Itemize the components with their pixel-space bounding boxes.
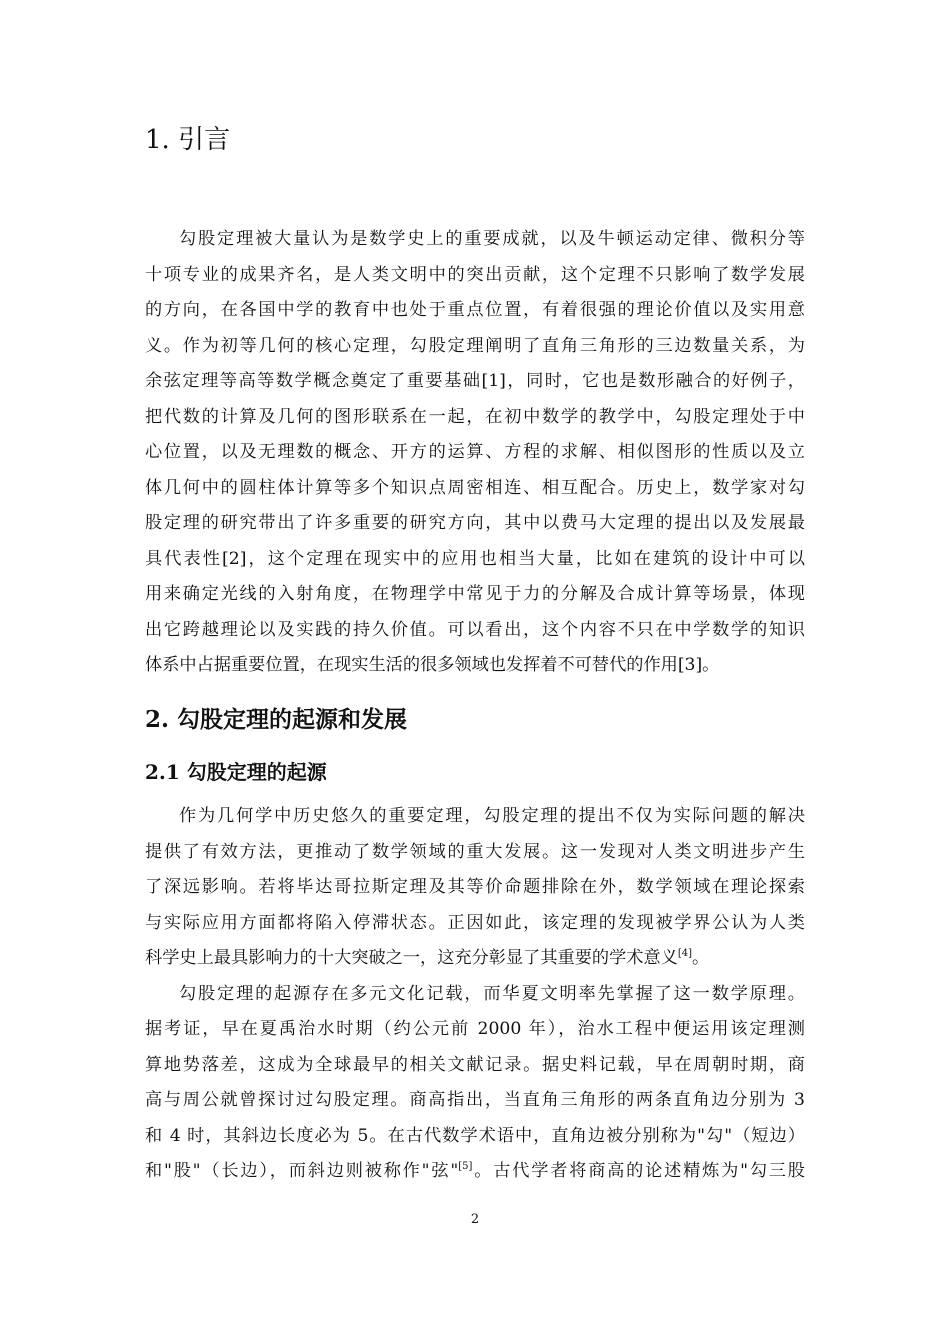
paragraph-line: 的方向，在各国中学的教育中也处于重点位置，有着很强的理论价值以及实用意 (145, 300, 805, 320)
paragraph-line: 十项专业的成果齐名，是人类文明中的突出贡献，这个定理不只影响了数学发展 (145, 264, 805, 285)
paragraph-line: 勾股定理的起源存在多元文化记载，而华夏文明率先掌握了这一数学原理。 (179, 983, 805, 1004)
paragraph-line: 出它跨越理论以及实践的持久价值。可以看出，这个内容不只在中学数学的知识 (145, 619, 805, 640)
citation-reference: [5] (458, 1161, 473, 1172)
page-number: 2 (470, 1212, 480, 1227)
section-heading-introduction: 1. 引言 (145, 125, 231, 155)
paragraph-line: 体系中占据重要位置，在现实生活的很多领域也发挥着不可替代的作用[3]。 (145, 655, 720, 675)
origin-section-body (145, 799, 805, 1190)
paragraph-line: 勾股定理被大量认为是数学史上的重要成就，以及牛顿运动定律、微积分等 (179, 229, 805, 249)
paragraph-line: 余弦定理等高等数学概念奠定了重要基础[1]，同时，它也是数形融合的好例子， (145, 371, 805, 391)
paragraph-line: 算地势落差，这成为全球最早的相关文献记录。据史料记载，早在周朝时期，商 (145, 1054, 805, 1075)
paragraph-line (145, 941, 805, 977)
section-heading-origin-development: 2. 勾股定理的起源和发展 (145, 706, 408, 733)
subsection-heading-origin: 2.1 勾股定理的起源 (145, 760, 327, 784)
paragraph-line: 了深远影响。若将毕达哥拉斯定理及其等价命题排除在外，数学领域在理论探索 (145, 877, 805, 897)
paragraph-line: 与实际应用方面都将陷入停滞状态。正因如此，该定理的发现被学界公认为人类 (145, 912, 805, 933)
paragraph-line (145, 1154, 805, 1190)
paragraph-line: 据考证，早在夏禹治水时期（约公元前 2000 年），治水工程中便运用该定理测 (145, 1019, 805, 1039)
paragraph-line: 心位置，以及无理数的概念、开方的运算、方程的求解、相似图形的性质以及立 (145, 442, 805, 462)
paragraph-line: 把代数的计算及几何的图形联系在一起，在初中数学的教学中，勾股定理处于中 (145, 406, 805, 427)
paragraph-line: 作为几何学中历史悠久的重要定理，勾股定理的提出不仅为实际问题的解决 (179, 806, 805, 826)
paragraph-line: 体几何中的圆柱体计算等多个知识点周密相连、相互配合。历史上，数学家对勾 (145, 477, 805, 498)
line-text: 。古代学者将商高的论述精炼为"勾三股 (472, 1161, 805, 1181)
citation-reference: [4] (677, 948, 692, 959)
paragraph-line: 用来确定光线的入射角度，在物理学中常见于力的分解及合成计算等场景，体现 (145, 584, 805, 604)
paragraph-line: 义。作为初等几何的核心定理，勾股定理阐明了直角三角形的三边数量关系，为 (145, 335, 805, 356)
line-text: 和"股"（长边），而斜边则被称作"弦" (145, 1161, 459, 1181)
paragraph-line: 股定理的研究带出了许多重要的研究方向，其中以费马大定理的提出以及发展最 (145, 513, 805, 533)
paragraph-line: 具代表性[2]，这个定理在现实中的应用也相当大量，比如在建筑的设计中可以 (145, 548, 805, 569)
introduction-paragraph (145, 222, 805, 684)
line-text: 。 (692, 948, 710, 968)
origin-paragraph-1 (145, 799, 805, 977)
origin-paragraph-2 (145, 977, 805, 1190)
paragraph-line: 高与周公就曾探讨过勾股定理。商高指出，当直角三角形的两条直角边分别为 3 (145, 1090, 805, 1110)
paragraph-line: 提供了有效方法，更推动了数学领域的重大发展。这一发现对人类文明进步产生 (145, 841, 805, 862)
paragraph-line: 和 4 时，其斜边长度必为 5。在古代数学术语中，直角边被分别称为"勾"（短边） (145, 1125, 805, 1146)
line-text: 科学史上最具影响力的十大突破之一，这充分彰显了其重要的学术意义 (145, 948, 678, 968)
